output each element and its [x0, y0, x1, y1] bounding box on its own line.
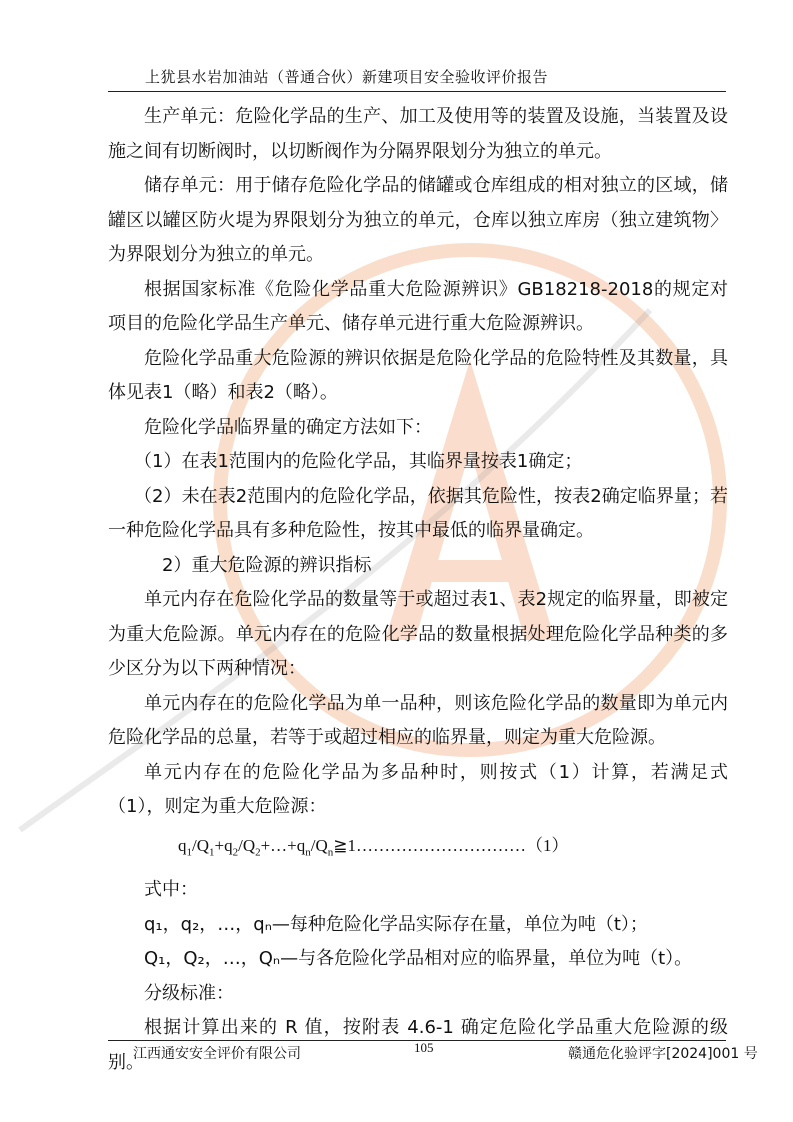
list-item-1: （1）在表1范围内的危险化学品，其临界量按表1确定； — [134, 451, 583, 472]
section-heading-indicators: 2）重大危险源的辨识指标 — [162, 554, 372, 576]
paragraph-multi-substance: 单元内存在的危险化学品为多品种时，则按式（1）计算，若满足式（1），则定为重大危险源： — [108, 761, 728, 817]
paragraph-storage-unit: 储存单元：用于储存危险化学品的储罐或仓库组成的相对独立的区域，储罐区以罐区防火堤为界限划分为独立的单元，仓库以独立库房（独立建筑物〉为界限划分为独立的单元。 — [108, 175, 728, 265]
paragraph-grading-standard: 分级标准： — [144, 982, 234, 1004]
header-divider — [108, 91, 726, 92]
document-body — [108, 100, 728, 1080]
footer-company: 江西通安安全评价有限公司 — [133, 1046, 301, 1062]
paragraph-where: 式中： — [144, 879, 198, 901]
paragraph-grading-method: 根据计算出来的 R 值，按附表 4.6-1 确定危险化学品重大危险源的级别。 — [108, 1017, 728, 1073]
page-header-title: 上犹县水岩加油站（普通合伙）新建项目安全验收评价报告 — [145, 68, 549, 86]
paragraph-single-substance: 单元内存在的危险化学品为单一品种，则该危险化学品的数量即为单元内危险化学品的总量，若等于或超过相应的临界量，则定为重大危险源。 — [108, 692, 728, 748]
paragraph-threshold-method: 危险化学品临界量的确定方法如下： — [144, 416, 432, 438]
definition-Q: Q₁，Q₂，…，Qₙ—与各危险化学品相对应的临界量，单位为吨（t）。 — [144, 948, 693, 970]
paragraph-indicator-definition: 单元内存在危险化学品的数量等于或超过表1、表2规定的临界量，即被定为重大危险源。单元内存在的危险化学品的数量根据处理危险化学品种类的多少区分为以下两种情况： — [108, 589, 728, 679]
list-item-2: （2）未在表2范围内的危险化学品，依据其危险性，按表2确定临界量；若一种危险化学品具有多种危险性，按其中最低的临界量确定。 — [108, 485, 728, 541]
paragraph-production-unit: 生产单元：危险化学品的生产、加工及使用等的装置及设施，当装置及设施之间有切断阀时，以切断阀作为分隔界限划分为独立的单元。 — [108, 106, 728, 162]
formula-1: $q_1/Q_1+q_2/Q_2+\dots+q_n/Q_n≧1\dots\dots\dots\dots\dots\dots\dots\dots\dots\dots(1)$ — [178, 835, 569, 858]
definition-q: q₁，q₂，…，qₙ—每种危险化学品实际存在量，单位为吨（t）； — [144, 913, 648, 935]
page-number: 105 — [414, 1040, 434, 1055]
paragraph-standard: 根据国家标准《危险化学品重大危险源辨识》GB18218-2018的规定对项目的危险化学品生产单元、储存单元进行重大危险源辨识。 — [108, 278, 728, 334]
footer-document-number: 赣通危化验评字[2024]001 号 — [568, 1046, 758, 1062]
paragraph-identification-basis: 危险化学品重大危险源的辨识依据是危险化学品的危险特性及其数量，具体见表1（略）和表2（略）。 — [108, 347, 728, 403]
